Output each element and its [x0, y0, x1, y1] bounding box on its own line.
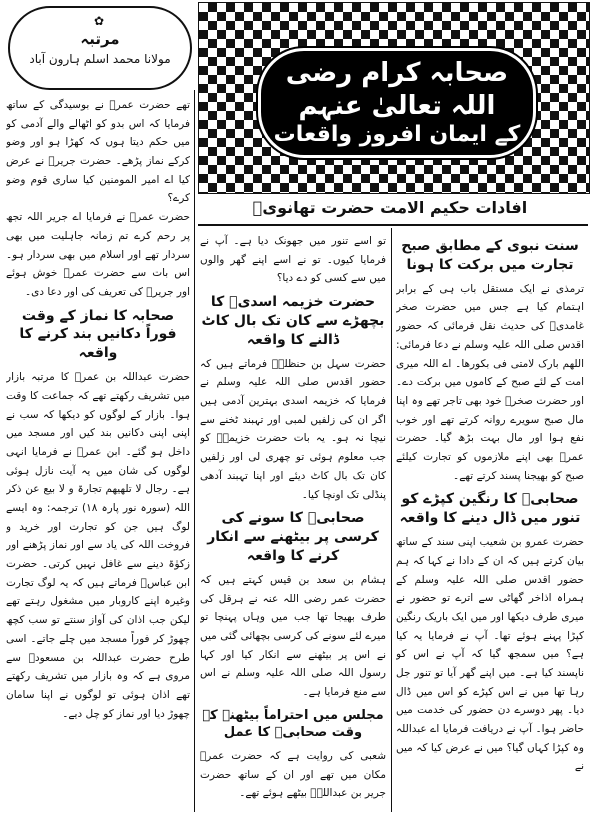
left-paragraph-3: حضرت عبداللہ بن عمرؓ کا مرتبہ بازار میں تشریف رکھتے تھے کہ جماعت کا وقت ہوا۔ بازار کے لوگوں کو دیکھا کہ سب نے اپنی اپنی دکانیں بند کیں اور مسجد میں داخل ہو گئے۔ ابن عمرؓ نے فرمایا انہی لوگوں کی شان میں یہ آیت نازل ہوئی ہے۔ رجال لا تلھیھم تجارۃ و لا بیع عن ذکر اللہ (سورہ نور پارہ ۱۸) ترجمہ: وہ ایسے لوگ ہیں جن کو تجارت اور خرید و فروخت اللہ کی یاد سے اور نماز پڑھنے اور زکوٰۃ دینے سے غافل نہیں کرتی۔ حضرت ابن عباسؓ فرماتے ہیں کہ یہ لوگ تجارت وغیرہ اپنے کاروبار میں مشغول رہتے تھے لیکن جب اذان کی آواز سنتے تو سب کچھ چھوڑ کر فوراً مسجد میں چلے جاتے۔ اسی طرح حضرت عبداللہ بن مسعودؓ سے مروی ہے کہ وہ بازار میں تشریف رکھتے تھے اذان ہوئی تو لوگوں نے اپنا سامان چھوڑ دیا اور نماز کو چل دیے۔ — [6, 371, 190, 720]
mid-heading-2: صحابیؓ کا سونے کی کرسی پر بیٹھنے سے انکار کرنے کا واقعہ — [207, 510, 379, 565]
column-divider-right — [391, 228, 392, 812]
author-name: مولانا محمد اسلم ہارون آباد — [29, 52, 171, 66]
column-divider-left — [194, 90, 195, 812]
source-line: افادات حکیم الامت حضرت تھانویؒ — [252, 198, 528, 217]
mid-heading-1: حضرت خزیمہ اسدیؓ کا بچھڑے سے کان تک بال کاٹ ڈالنے کا واقعہ — [201, 294, 385, 348]
right-heading-1: سنت نبوی کے مطابق صبح تجارت میں برکت کا ہونا — [401, 238, 579, 273]
author-box — [8, 6, 192, 90]
flower-icon: ✿ — [94, 14, 105, 28]
source-divider — [198, 224, 588, 226]
mid-heading-3: مجلس میں احتراماً بیٹھنے کے وقت صحابیؓ کا عمل — [202, 707, 384, 741]
mid-paragraph-3: ہشام بن سعد بن قیس کہتے ہیں کہ حضرت عمر رضی اللہ عنہ نے ہرقل کی طرف بھیجا تھا جب میں وہاں پہنچا تو میرے لئے سونے کی کرسی بچھائی گئی میں نے اس پر بیٹھنے سے انکار کیا اور کہا رسول اللہ صلی اللہ علیہ وسلم نے اس سے منع فرمایا ہے۔ — [200, 573, 386, 699]
mid-paragraph-4: شعبی کی روایت ہے کہ حضرت عمرؓ مکان میں تھے اور ان کے ساتھ حضرت جریر بن عبداللہؓ بیٹھے ہوئے تھے۔ — [200, 749, 386, 800]
mid-paragraph-1: تو اسے تنور میں جھونک دیا ہے۔ آپ نے فرمایا کیوں۔ تو نے اسے اپنے گھر والوں میں سے کسی کو دے دیا؟ — [200, 235, 386, 285]
left-paragraph-1: تھے حضرت عمرؓ نے بوسیدگی کے ساتھ فرمایا کہ اس بدو کو اٹھالے والے آدمی کو میں حکم دیتا ہوں کہ کھڑا ہو اور وضو کرکے نماز پڑھے۔ حضرت جریرؓ نے عرض کیا اے امیر المومنین کیا ساری قوم وضو کرے؟ — [6, 99, 190, 205]
right-paragraph-1: ترمذی نے ایک مستقل باب ہی کے برابر اہتمام کیا ہے جس میں حضرت صخر غامدیؓ کی حدیث نقل فرمائی کہ حضور اقدس صلی اللہ علیہ وسلم نے دعا فرمائی: اللھم بارک لامتی فی بکورھا۔ اے اللہ میری امت کے لئے صبح کے کاموں میں برکت دے۔ اور حضرت صخرؓ خود بھی تاجر تھے وہ اپنا مال صبح سویرے روانہ کرتے تھے اور خوب نفع ہوا اور مال بہت بڑھ گیا۔ حضرت عمرؓ بھی اپنے ملازموں کو تجارت کیلئے صبح کو بھیجنا پسند کرتے تھے۔ — [396, 282, 584, 482]
column-middle — [200, 232, 386, 812]
title-main: صحابہ کرام رضی اللہ تعالیٰ عنہم — [285, 58, 509, 121]
author-role: مرتبہ — [80, 30, 120, 48]
title-sub: کے ایمان افروز واقعات — [273, 122, 521, 148]
right-paragraph-2: حضرت عمرو بن شعیب اپنی سند کے ساتھ بیان کرتے ہیں کہ ان کے دادا نے کہا کہ ہم حضور اقدس صلی اللہ علیہ وسلم کے ہمراہ اذاخر گھاٹی سے اترے تو حضور نے میری طرف دیکھا اور میں ایک باریک رنگین کپڑا پہنے ہوئے تھا۔ آپ نے فرمایا یہ کیا ہے؟ میں سمجھ گیا کہ آپ نے اس کو ناپسند کیا ہے۔ میں اپنے گھر آیا تو تنور جل رہا تھا میں نے اس کپڑے کو اس میں ڈال دیا۔ پھر دوسرے دن حضور کی خدمت میں حاضر ہوا۔ آپ نے دریافت فرمایا اے عبداللہ وہ کپڑا کہاں گیا؟ میں نے عرض کیا کہ میں نے — [396, 536, 584, 773]
title-box — [258, 48, 536, 158]
column-left — [6, 96, 190, 812]
mid-paragraph-2: حضرت سہل بن حنظلہؓ فرماتے ہیں کہ حضور اقدس صلی اللہ علیہ وسلم نے فرمایا کہ خزیمہ اسدی بہترین آدمی ہیں اگر ان کی زلفیں لمبی اور تہبند ٹخنے سے نیچا نہ ہو۔ یہ بات حضرت خزیمہؓ کو جب معلوم ہوئی تو چھری لی اور زلفیں کان تک بال کاٹ دیئے اور اپنا تہبند آدھی پنڈلی تک اونچا کیا۔ — [200, 357, 386, 501]
left-paragraph-2: حضرت عمرؓ نے فرمایا اے جریر اللہ تجھ پر رحم کرے تم زمانہ جاہلیت میں بھی سردار تھے اور اسلام میں بھی سردار ہو۔ اس بات سے حضرت عمرؓ خوش ہوئے اور جریرؓ کی تعریف کی اور دعا دی۔ — [6, 211, 190, 298]
right-heading-2: صحابیؓ کا رنگین کپڑے کو تنور میں ڈال دینے کا واقعہ — [399, 491, 581, 527]
left-heading-1: صحابہ کا نماز کے وقت فوراً دکانیں بند کرنے کا واقعہ — [19, 307, 177, 362]
column-right — [396, 232, 584, 812]
